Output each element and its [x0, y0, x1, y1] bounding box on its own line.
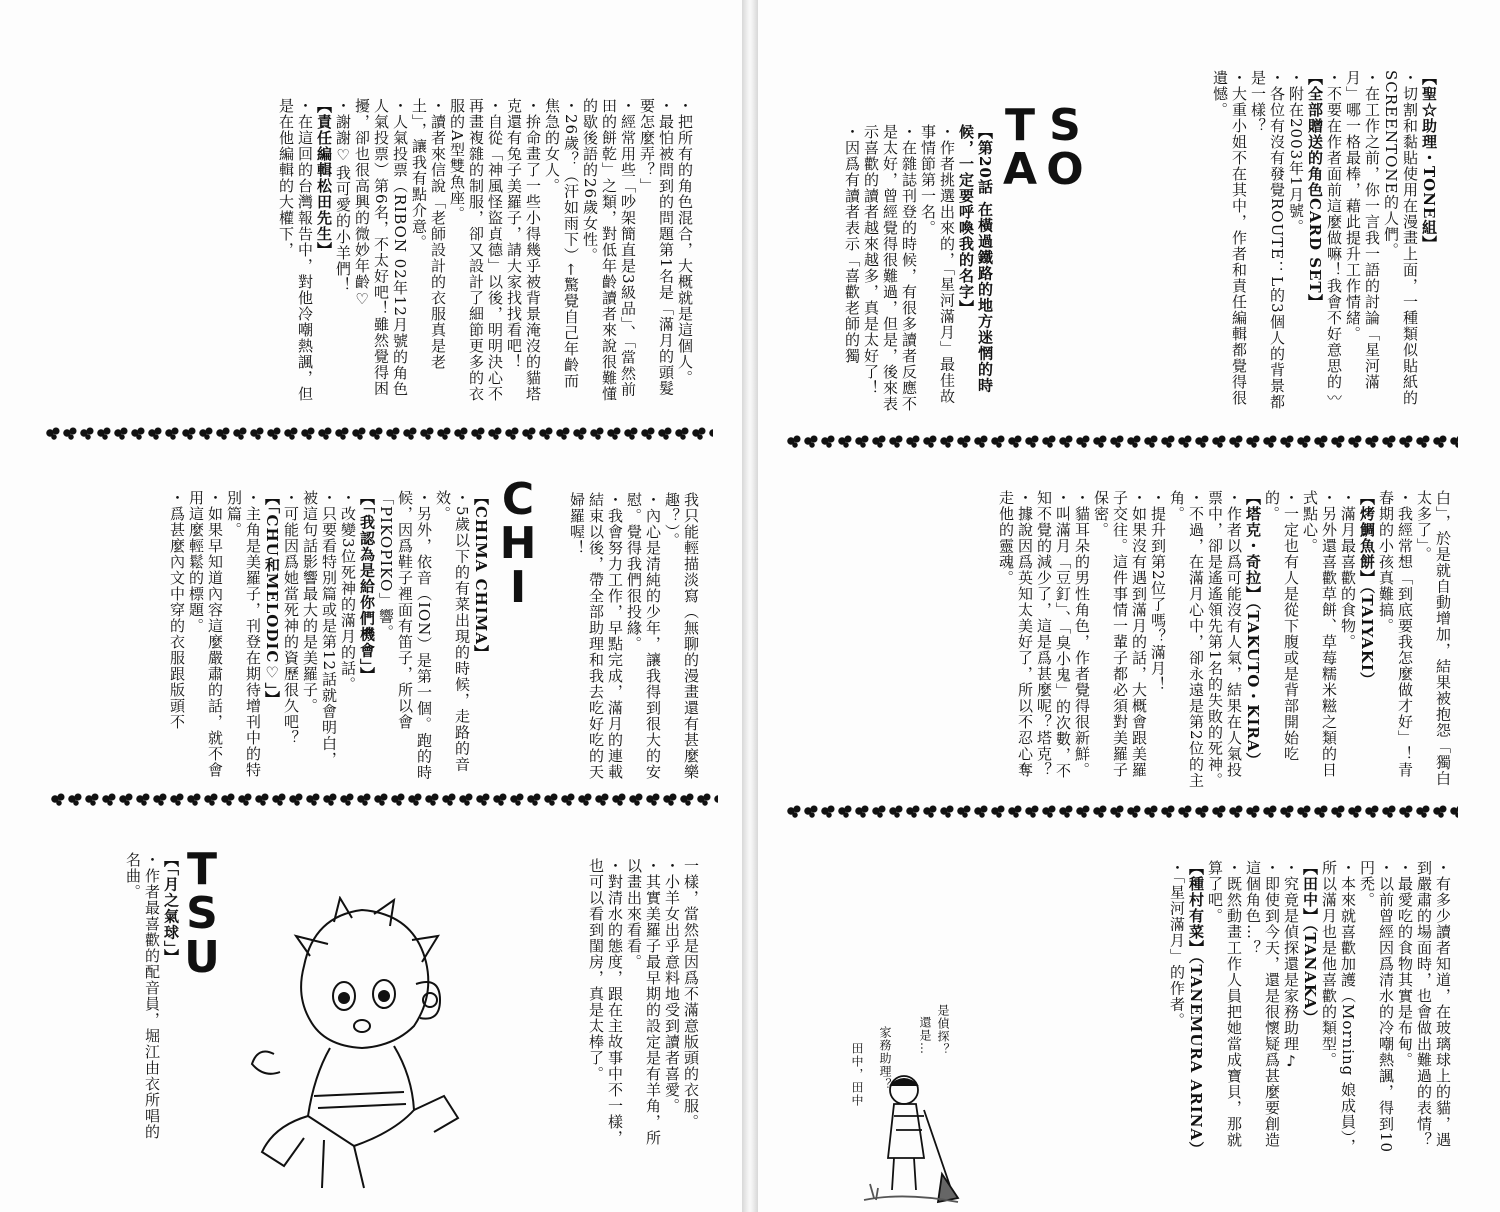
text-line: ・謝謝♡我可愛的小羊們！ [334, 98, 352, 293]
section-heading: 【責任編輯松田先生】 [315, 98, 333, 258]
text-line: ・不過，在滿月心中，卻永遠是第2位的主角。 [1168, 490, 1205, 789]
text-line: ・如果沒有遇到滿月的話，大概會跟美羅子交往。這件事情一輩子都必須對美羅子保密。 [1092, 490, 1148, 778]
section-heading: 【全部贈送的角色CARD SET】 [1306, 70, 1324, 310]
character-illustration [244, 896, 478, 1196]
text-line: ・改變3位死神的滿月的話。 [339, 490, 357, 693]
speech-bubble: 還是… [918, 1016, 932, 1055]
tsu-title: T S U [184, 844, 220, 983]
text-line: ・小羊女出乎意料地受到讀者喜愛。 [663, 858, 681, 1114]
text-line: ・在這回的台灣報告中，對他冷嘲熱諷，但是在他編輯的大權下， [277, 98, 314, 402]
text-line: ・最愛吃的食物其實是布甸。 [1396, 860, 1414, 1068]
text-line: ・我會努力工作，早點完成，滿月的連載結束以後，帶全部助理和我去吃好吃的天婦羅喔！ [568, 492, 624, 780]
text-line: ・提升到第2位了嗎？滿月！ [1149, 490, 1167, 693]
right-top-text-right [1088, 70, 1438, 410]
text-line: ・如果早知道內容這麼嚴肅的話，就不會用這麼輕鬆的標題。 [187, 490, 224, 778]
text-line: ・叫滿月「豆釘」、「臭小鬼」的次數，不知不覺的減少了，這是爲甚麼呢？塔克？ [1035, 490, 1072, 779]
text-line: ・自從「神風怪盜貞德」以後，明明決心不再畫複雜的制服，卻又設計了細節更多的衣服的A型雙魚座。 [448, 98, 504, 402]
book-gutter [742, 0, 758, 1212]
section-heading: 【聖☆助理・TONE組】 [1420, 70, 1438, 252]
text-line: ・爲甚麼內文中穿的衣服跟版頭不 [168, 490, 186, 730]
text-line: ・既然動畫工作人員把她當成寶貝，那就算了吧。 [1206, 860, 1243, 1148]
text-line: ・內心是清純的少年，讓我得到很大的安慰。覺得我們很投緣。 [625, 492, 662, 780]
text-line: 我只能輕描淡寫（無聊的漫畫還有甚麼樂趣？）。 [663, 492, 700, 780]
left-middle-text-right [530, 492, 700, 782]
section-heading: 【「CHU和MELODIC♡」】 [263, 490, 281, 707]
text-line: ・最怕被問到的問題第1名是「滿月的頭髮要怎麼弄？」 [638, 98, 675, 397]
text-line: ・主角是美羅子，刊登在期待增刊中的特別篇。 [225, 490, 262, 778]
tanaka-illustration [854, 1066, 964, 1206]
text-line: ・作者最喜歡的配音員，堀江由衣所唱的名曲。 [124, 852, 161, 1140]
text-line: ・在雜誌刊登的時候，有很多讀者反應不是太好，曾經覺得很難過，但是，後來表示喜歡的讀者越來越多，真是太好了！ [862, 124, 918, 412]
speech-bubble: 家務助理？ [878, 1026, 892, 1091]
chi-title: C H I [499, 474, 537, 613]
ta-title: T A [1002, 100, 1038, 195]
text-line: ・只要看特別篇或是第12話就會明白，被這句話影響最大的是美羅子。 [301, 490, 338, 768]
section-heading: 【塔克・奇拉】（TAKUTO・KIRA） [1244, 490, 1262, 769]
text-line: ・拚命畫了一些小得幾乎被背景淹沒的貓塔克還有兔子美羅子，請大家找找看吧！ [505, 98, 542, 402]
speech-bubble: 是偵探？ [936, 1004, 950, 1056]
text-line: ・有多少讀者知道，在玻璃球上的貓，遇到嚴肅的場面時，也會做出難過的表情？ [1415, 860, 1452, 1148]
text-line: ・26歲？（汗如雨下）←驚覺自己年齡而焦急的女人。 [543, 98, 580, 389]
text-line: ・不要在作者面前這麼做嘛！我會不好意思的〰 [1325, 70, 1343, 406]
right-middle-text [792, 490, 1452, 790]
text-line: ・本來就喜歡加護（Morning 娘成員），所以滿月也是他喜歡的類型。 [1320, 860, 1357, 1155]
left-bottom-text-right [490, 858, 700, 1158]
text-line: ・「星河滿月」的作者。 [1168, 860, 1186, 1029]
text-line: ・另外還喜歡草餅、草莓糯米糍之類的日式點心。 [1301, 490, 1338, 778]
section-heading: 【「月之氣球」】 [162, 852, 180, 965]
text-line: ・究竟是偵探還是家務助理♪ [1282, 860, 1300, 1071]
text-line: ・作者挑選出來的，「星河滿月」最佳故事情節第一名。 [919, 124, 956, 405]
flower-divider [50, 790, 718, 808]
so-title: S O [1046, 100, 1084, 195]
text-line: ・我經常想「到底要我怎麼做才好」！青春期的小孩真難搞。 [1377, 490, 1414, 778]
text-line: ・切割和黏貼使用在漫畫上面，一種類似貼紙的SCREENTONE的人們。 [1382, 70, 1419, 406]
text-line: ・把所有的角色混合，大概就是這個人。 [676, 98, 694, 386]
text-line: ・經常用些「吵架簡直是3級品」、「當然前田的餅乾」之類，對低年齡讀者來說很難懂的歇後語的26歲女性。 [581, 98, 637, 402]
text-line: ・可能因爲她當死神的資歷很久吧？ [282, 490, 300, 746]
flower-divider [45, 424, 713, 442]
text-line: ・對清水的態度，跟在主故事中不一樣，也可以看到閨房，真是太棒了。 [587, 858, 624, 1146]
left-top-text [94, 98, 694, 403]
text-line: ・附在2003年1月號。 [1287, 70, 1305, 235]
text-line: ・作者以爲可能沒有人氣，結果在人氣投票中，卻是遙遙領先第1名的失敗的死神。 [1206, 490, 1243, 789]
right-top-text-left [798, 124, 994, 414]
text-line: ・一定也有人是從下腹或是背部開始吃的。 [1263, 490, 1300, 762]
text-line: ・即使到今天，還是很懷疑爲甚麼要創造這個角色…？ [1244, 860, 1281, 1148]
text-line: ・5歲以下的有菜出現的時候，走路的音效。 [434, 490, 471, 773]
text-line: ・據說因爲英知太美好了，所以不忍心奪走他的靈魂。 [997, 490, 1034, 778]
text-line: ・貓耳朵的男性角色，作者覺得很新鮮。 [1073, 490, 1091, 778]
text-line: 白」，於是就自動增加，結果被抱怨「獨白太多了」。 [1415, 490, 1452, 787]
right-page [758, 0, 1500, 1212]
section-heading: 【種村有菜】（TANEMURA ARINA） [1187, 860, 1205, 1158]
section-heading: 【「我認為是給你們機會」】 [358, 490, 376, 683]
left-page [0, 0, 742, 1212]
text-line: ・因爲有讀者表示「喜歡老師的獨 [843, 124, 861, 364]
text-line: ・人氣投票（RIBON 02年12月號的角色人氣投票）第6名，不太好吧！雖然覺得困擾，卻也很高興的微妙年齡♡ [353, 98, 409, 397]
text-line: ・另外，依音（ION）是第一個。跑的時候，因爲鞋子裡面有笛子，所以會「PIKOPIKO」響。 [377, 490, 433, 781]
flower-divider [786, 432, 1458, 450]
left-bottom-text-left [108, 852, 180, 1152]
text-line: ・滿月最喜歡的食物。 [1339, 490, 1357, 650]
text-line: ・以前曾經因爲清水的冷嘲熱諷，得到10円禿。 [1358, 860, 1395, 1154]
section-heading: 【田中】（TANAKA） [1301, 860, 1319, 1026]
text-line: ・其實美羅子最早期的設定是有羊角，所以畫出來看看。 [625, 858, 662, 1146]
text-line: 一樣，當然是因爲不滿意版頭的衣服。 [682, 858, 700, 1130]
right-bottom-text [1012, 860, 1452, 1160]
text-line: ・各位有沒有發覺ROUTE：L的3個人的背景都是一樣？ [1249, 70, 1286, 410]
text-line: ・在工作之前，你一言我一語的討論「星河滿月」哪一格最棒，藉此提升工作情緒。 [1344, 70, 1381, 390]
left-middle-text-left [80, 490, 490, 782]
speech-bubble: 田中，田中 [850, 1042, 864, 1107]
section-heading: 【烤鯛魚餅】（TAIYAKI） [1358, 490, 1376, 688]
section-heading: 【CHIMA CHIMA】 [472, 490, 490, 661]
flower-divider [786, 802, 1458, 820]
text-line: ・讀者來信說「老師設計的衣服真是老土」，讓我有點介意。 [410, 98, 447, 370]
text-line: ・大重小姐不在其中，作者和責任編輯都覺得很遺憾。 [1211, 70, 1248, 406]
section-heading: 【第20話 在橫過鐵路的地方迷惘的時候，一定要呼喚我的名字】 [957, 124, 994, 394]
